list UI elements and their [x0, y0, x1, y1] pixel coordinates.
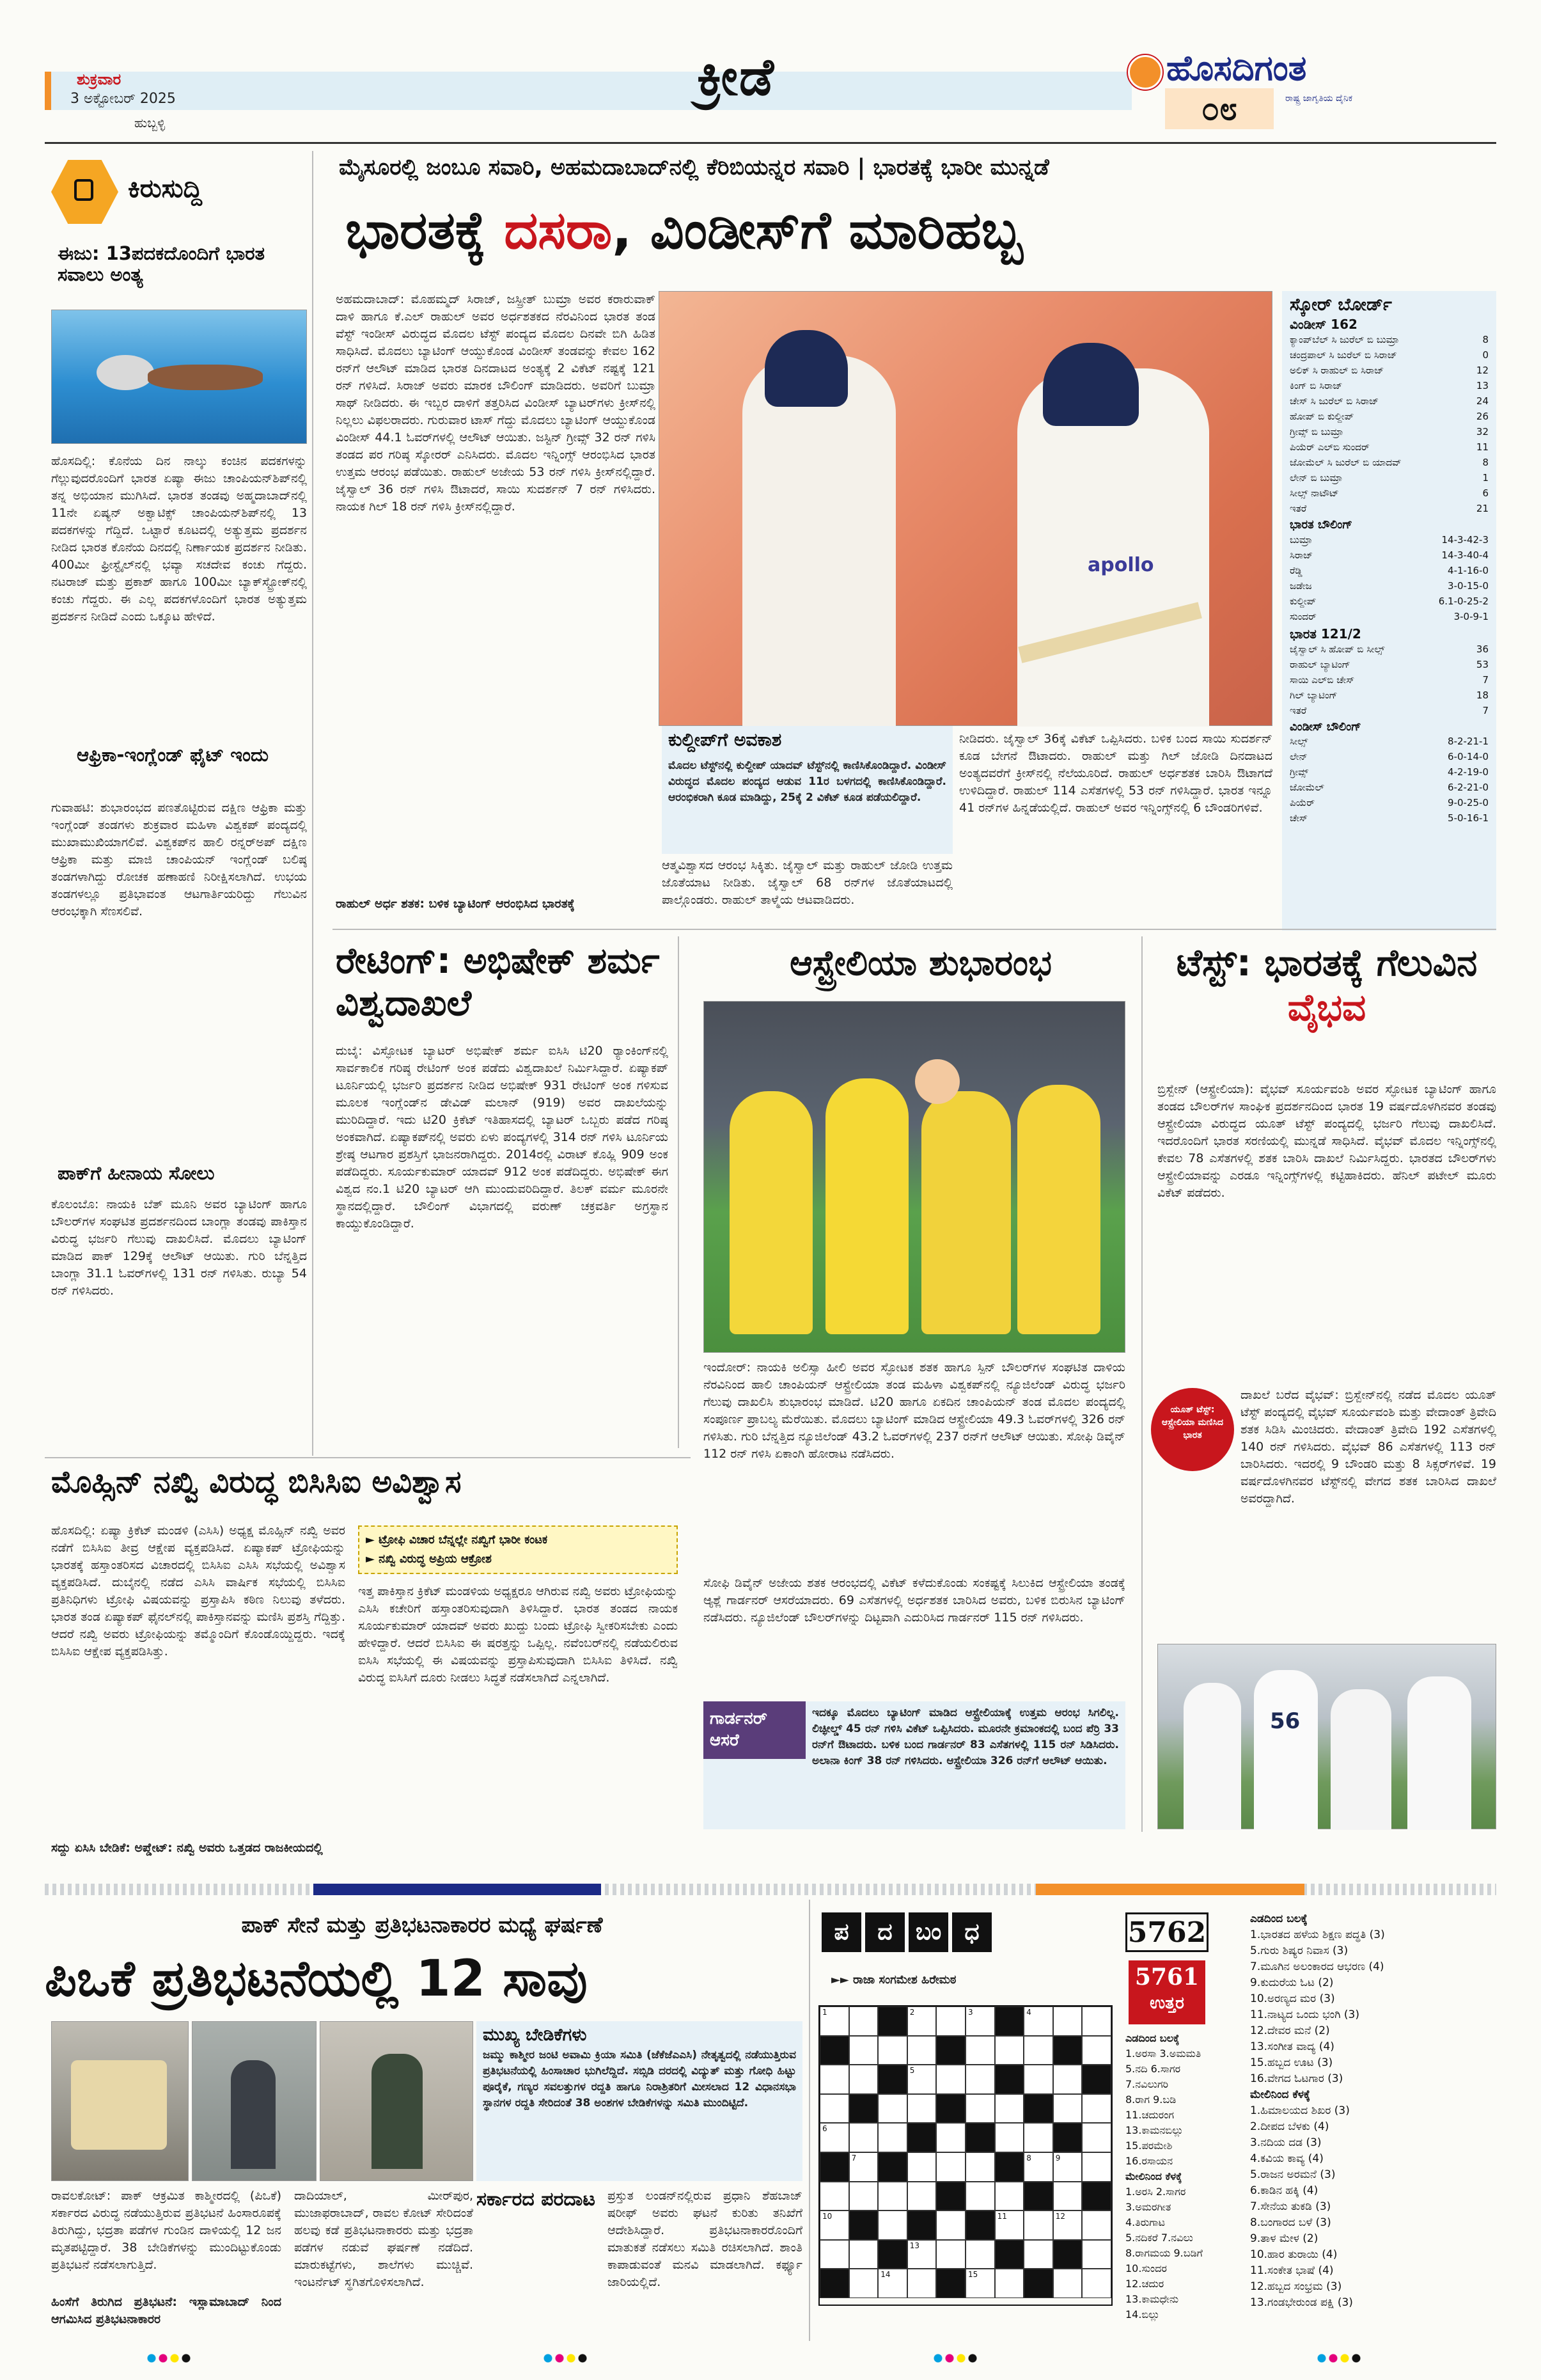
crossword-cell[interactable]: 11 [995, 2211, 1024, 2240]
crossword-cell[interactable] [1082, 2006, 1111, 2036]
gardner-box [703, 1701, 1125, 1829]
pok-gov-title: ಸರ್ಕಾರದ ಪರದಾಟ [476, 2188, 595, 2211]
answer-line: 10.ಸುಂದರ [1125, 2262, 1167, 2274]
crossword-cell[interactable] [1082, 2211, 1111, 2240]
pok-col1: ರಾವಲಕೋಟ್: ಪಾಕ್ ಆಕ್ರಮಿತ ಕಾಶ್ಮೀರದಲ್ಲಿ (ಪಿಒಕೆ) ಸರ್ಕಾರದ ವಿರುದ್ಧ ನಡೆಯುತ್ತಿರುವ ಪ್ರತಿಭಟನೆ ಹಿಂಸಾರೂಪಕ್ಕೆ ತಿರುಗಿದ್ದು, ಭದ್ರತಾ ಪಡೆಗಳ ಗುಂಡಿನ ದಾಳಿಯಲ್ಲಿ 12 ಜನ ಮೃತಪಟ್ಟಿದ್ದಾರೆ. 38 ಬೇಡಿಕೆಗಳನ್ನು ಮುಂದಿಟ್ಟುಕೊಂಡು ಪ್ರತಿಭಟನೆ ನಡೆಸಲಾಗುತ್ತಿದೆ. [51, 2189, 281, 2272]
scoreboard-row: ಕ್ಯಾಂಪ್‌ಬೆಲ್ ಸಿ ಜುರೆಲ್ ಬಿ ಬುಮ್ರಾ 8 [1290, 334, 1489, 346]
crossword-cell[interactable] [907, 2036, 937, 2065]
crossword-cell [995, 2006, 1024, 2036]
scoreboard-row: ಹೋಪ್ ಬಿ ಕುಲ್ದೀಪ್ 26 [1290, 411, 1489, 423]
rule-abhishek [678, 936, 679, 1448]
puzzle-number: 5762 [1125, 1912, 1209, 1952]
padabandha-title [822, 1912, 1103, 1957]
crossword-clue: 9.ತಾಳ ಮೇಳ (2) [1250, 2232, 1318, 2245]
crossword-cell[interactable] [936, 2240, 966, 2269]
section-title: ಕ್ರೀಡೆ [697, 47, 775, 107]
scoreboard-row: ಜಡೇಜ 3-0-15-0 [1290, 579, 1489, 592]
crossword-cell [1082, 2182, 1111, 2211]
crossword-cell[interactable] [878, 2094, 907, 2124]
crossword-clue: 10.ಹಾರ ತುರಾಯಿ (4) [1250, 2248, 1338, 2261]
answer-line: ಮೇಲಿನಿಂದ ಕೆಳಕ್ಕೆ [1125, 2170, 1182, 2182]
mohsin-headline: ಮೊಹ್ಸಿನ್ ನಖ್ವಿ ವಿರುದ್ಧ ಬಿಸಿಸಿಐ ಅವಿಶ್ವಾಸ [51, 1464, 462, 1500]
scoreboard-row: ಸೀಲ್ಸ್ ನಾಟೌಟ್ 6 [1290, 487, 1489, 500]
testwin-headline-b: ವೈಭವ [1287, 986, 1366, 1029]
sa-eng-headline: ಆಫ್ರಿಕಾ-ಇಂಗ್ಲೆಂಡ್ ಫೈಟ್ ಇಂದು [77, 744, 269, 766]
crossword-clue: 3.ನದಿಯ ದಡ (3) [1250, 2136, 1322, 2149]
date-day: ಶುಕ್ರವಾರ [77, 70, 121, 88]
crossword-cell[interactable]: 14 [878, 2269, 907, 2298]
logo-tagline: ರಾಷ್ಟ್ರ ಜಾಗೃತಿಯ ದೈನಿಕ [1285, 93, 1353, 104]
answer-line: 8.ರಾಗ 9.ಬಡಿ [1125, 2093, 1177, 2106]
crossword-cell[interactable] [1082, 2094, 1111, 2124]
mohsin-bullet-2: ► ನಖ್ವಿ ವಿರುದ್ಧ ಅಪ್ರಿಯ ಆಕ್ರೋಶ [366, 1552, 492, 1566]
scoreboard-title: ಸ್ಕೋರ್ ಬೋರ್ಡ್ [1290, 295, 1392, 315]
crossword-cell [820, 2269, 849, 2298]
swim-body: ಹೊಸದಿಲ್ಲಿ: ಕೊನೆಯ ದಿನ ನಾಲ್ಕು ಕಂಚಿನ ಪದಕಗಳನ್ನು ಗೆಲ್ಲುವುದರೊಂದಿಗೆ ಭಾರತ ಏಷ್ಯಾ ಈಜು ಚಾಂಪಿಯನ್‌ಶಿಪ್‌ನಲ್ಲಿ ತನ್ನ ಅಭಿಯಾನ ಮುಗಿಸಿದೆ. ಭಾರತ ತಂಡವು ಅಹ್ಮದಾಬಾದ್‌ನಲ್ಲಿ 11ನೇ ಏಷ್ಯನ್ ಅಕ್ವಾಟಿಕ್ಸ್ ಚಾಂಪಿಯನ್‌ಶಿಪ್‌ನಲ್ಲಿ 13 ಪದಕಗಳನ್ನು ಗೆದ್ದಿದೆ. ಒಟ್ಟಾರೆ ಕೂಟದಲ್ಲಿ ಅತ್ಯುತ್ತಮ ಪ್ರದರ್ಶನ ನೀಡಿದ ಭಾರತ ಕೊನೆಯ ದಿನದಲ್ಲಿ ನಿರ್ಣಾಯಕ ಪ್ರದರ್ಶನ ನೀಡಿತು. 400ಮೀ ಫ್ರೀಸ್ಟೈಲ್‌ನಲ್ಲಿ ಭವ್ಯಾ ಸಚದೇವ ಕಂಚು ಗೆದ್ದರು. ನಟರಾಜ್ ಮತ್ತು ಪ್ರಕಾಶ್ ಹಾಗೂ 100ಮೀ ಬ್ಯಾಕ್‌ಸ್ಟ್ರೋಕ್‌ನಲ್ಲಿ ಕಂಚು ಗೆದ್ದರು. ಈ ಎಲ್ಲ ಪದಕಗಳೊಂದಿಗೆ ಭಾರತ ಅತ್ಯುತ್ತಮ ಪ್ರದರ್ಶನ ನೀಡಿದೆ ಎಂದು ಒಕ್ಕೂಟ ಹೇಳಿದೆ. [51, 454, 307, 624]
rule-pok [809, 1900, 810, 2341]
crossword-cell[interactable] [966, 2182, 995, 2211]
scoreboard-row: ಬುಮ್ರಾ 14-3-42-3 [1290, 533, 1489, 546]
crossword-cell[interactable] [849, 2006, 879, 2036]
crossword-clue: 7.ಮೂಗಿನ ಅಲಂಕಾರದ ಆಭರಣ (4) [1250, 1960, 1384, 1973]
masthead [0, 0, 1541, 147]
scoreboard-row: ಚೇಸ್ ಸಿ ಜುರೆಲ್ ಬಿ ಸಿರಾಜ್ 24 [1290, 395, 1489, 407]
answer-line: 5.ನದಿ 6.ಸಾಗರ [1125, 2063, 1181, 2075]
scoreboard-row: ಪಿಯೆರ್ 9-0-25-0 [1290, 797, 1489, 809]
lead-headline-c: , ವಿಂಡೀಸ್‌ಗೆ ಮಾರಿಹಬ್ಬ [612, 200, 1023, 261]
pok-demands-body: ಜಮ್ಮು ಕಾಶ್ಮೀರ ಜಂಟಿ ಅವಾಮಿ ಕ್ರಿಯಾ ಸಮಿತಿ (ಜೆಕೆಜೆಎಎಸಿ) ನೇತೃತ್ವದಲ್ಲಿ ನಡೆಯುತ್ತಿರುವ ಪ್ರತಿಭಟನೆಯಲ್ಲಿ ಹಿಂಸಾಚಾರ ಭುಗಿಲೆದ್ದಿದೆ. ಸಬ್ಸಿಡಿ ದರದಲ್ಲಿ ವಿದ್ಯುತ್ ಮತ್ತು ಗೋಧಿ ಹಿಟ್ಟು ಪೂರೈಕೆ, ಗಣ್ಯರ ಸವಲತ್ತುಗಳ ರದ್ದತಿ ಹಾಗೂ ನಿರಾಶ್ರಿತರಿಗೆ ಮೀಸಲಾದ 12 ವಿಧಾನಸಭಾ ಸ್ಥಾನಗಳ ರದ್ದತಿ ಸೇರಿದಂತೆ 38 ಅಂಶಗಳ ಬೇಡಿಕೆಗಳನ್ನು ಸಮಿತಿ ಮುಂದಿಟ್ಟಿದೆ. [483, 2049, 796, 2110]
padabandha-letters [822, 1912, 992, 1957]
crossword-cell[interactable] [849, 2240, 879, 2269]
lead-col1-tail: ರಾಹುಲ್ ಅರ್ಧ ಶತಕ: ಬಳಿಕ ಬ್ಯಾಟಿಂಗ್ ಆರಂಭಿಸಿದ ಭಾರತಕ್ಕೆ [336, 897, 575, 911]
crossword-cell[interactable] [820, 2065, 849, 2094]
kirusuddi-column [45, 150, 307, 1454]
scoreboard-row: ಅಲಿಕ್ ಸಿ ರಾಹುಲ್ ಬಿ ಸಿರಾಜ್ 12 [1290, 365, 1489, 377]
date-city: ಹುಬ್ಬಳ್ಳಿ [134, 115, 166, 130]
crossword-clue: 15.ಹಬ್ಬದ ಊಟ (3) [1250, 2056, 1333, 2069]
crossword-clue: 10.ಅರಣ್ಯದ ಮರ (3) [1250, 1992, 1335, 2005]
pok-col1-tail: ಹಿಂಸೆಗೆ ತಿರುಗಿದ ಪ್ರತಿಭಟನೆ: ಇಸ್ಲಾಮಾಬಾದ್ ನಿಂದ ಆಗಮಿಸಿದ ಪ್ರತಿಭಟನಾಕಾರರ [51, 2295, 281, 2326]
prev-puzzle-number: 5761 [1134, 1964, 1200, 1990]
crossword-cell [995, 2065, 1024, 2094]
crossword-clue: 1.ಹಿಮಾಲಯದ ಶಿಖರ (3) [1250, 2104, 1350, 2117]
mohsin-bullet-1: ► ಟ್ರೋಫಿ ವಿಚಾರ ಬೆನ್ನಲ್ಲೇ ನಖ್ವಿಗೆ ಭಾರೀ ಕಂಟಕ [366, 1533, 548, 1547]
scoreboard-bat2 [1290, 642, 1489, 718]
answer-line: 11.ಚದುರಂಗ [1125, 2109, 1175, 2121]
scoreboard-row: ರೆಡ್ಡಿ 4-1-16-0 [1290, 564, 1489, 576]
crossword-clue: 16.ವೇಗದ ಓಟಗಾರ (3) [1250, 2072, 1343, 2085]
masthead-rule [45, 142, 1496, 144]
scoreboard-row: ಪಿಯೆರ್ ಎಲ್‌ಬಿ ಸುಂದರ್ 11 [1290, 441, 1489, 453]
crossword-cell [1024, 2269, 1053, 2298]
crossword-cell [936, 2269, 966, 2298]
scoreboard-row: ಸಿರಾಜ್ 14-3-40-4 [1290, 549, 1489, 561]
crossword-cell [995, 2152, 1024, 2182]
crossword-cell[interactable] [995, 2094, 1024, 2124]
crossword-cell[interactable]: 6 [820, 2123, 849, 2152]
crossword-cell [820, 2152, 849, 2182]
crossword-cell[interactable]: 10 [820, 2211, 849, 2240]
abhishek-body: ದುಬೈ: ವಿಸ್ಫೋಟಕ ಬ್ಯಾಟರ್ ಅಭಿಷೇಕ್ ಶರ್ಮ ಐಸಿಸಿ ಟಿ20 ರ‍್ಯಾಂಕಿಂಗ್‌ನಲ್ಲಿ ಸಾರ್ವಕಾಲಿಕ ಗರಿಷ್ಠ ರೇಟಿಂಗ್ ಅಂಕ ಪಡೆದು ವಿಶ್ವದಾಖಲೆ ನಿರ್ಮಿಸಿದ್ದಾರೆ. ಏಷ್ಯಾಕಪ್ ಟೂರ್ನಿಯಲ್ಲಿ ಭರ್ಜರಿ ಪ್ರದರ್ಶನ ನೀಡಿದ ಅಭಿಷೇಕ್ 931 ರೇಟಿಂಗ್ ಅಂಕ ಗಳಿಸುವ ಮೂಲಕ ಇಂಗ್ಲೆಂಡ್‌ನ ಡೇವಿಡ್ ಮಲಾನ್ (919) ಅವರ ದಾಖಲೆಯನ್ನು ಮುರಿದಿದ್ದಾರೆ. ಇದು ಟಿ20 ಕ್ರಿಕೆಟ್ ಇತಿಹಾಸದಲ್ಲಿ ಬ್ಯಾಟರ್ ಒಬ್ಬರು ಪಡೆದ ಗರಿಷ್ಠ ಅಂಕವಾಗಿದೆ. ಏಷ್ಯಾಕಪ್‌ನಲ್ಲಿ ಅವರು ಏಳು ಪಂದ್ಯಗಳಲ್ಲಿ 314 ರನ್ ಗಳಿಸಿ ಟೂರ್ನಿಯ ಶ್ರೇಷ್ಠ ಆಟಗಾರ ಪ್ರಶಸ್ತಿಗೆ ಭಾಜನರಾಗಿದ್ದರು. 2014ರಲ್ಲಿ ವಿರಾಟ್ ಕೊಹ್ಲಿ 909 ಅಂಕ ಪಡೆದಿದ್ದರು. ಸೂರ್ಯಕುಮಾರ್ ಯಾದವ್ 912 ಅಂಕ ಪಡೆದಿದ್ದರು. ಅಭಿಷೇಕ್ ಈಗ ವಿಶ್ವದ ನಂ.1 ಟಿ20 ಬ್ಯಾಟರ್ ಆಗಿ ಮುಂದುವರಿದಿದ್ದಾರೆ. ತಿಲಕ್ ವರ್ಮ ಮೂರನೇ ಸ್ಥಾನದಲ್ಲಿದ್ದಾರೆ. ಬೌಲಿಂಗ್ ವಿಭಾಗದಲ್ಲಿ ವರುಣ್ ಚಕ್ರವರ್ತಿ ಅಗ್ರಸ್ಥಾನ ಕಾಯ್ದುಕೊಂಡಿದ್ದಾರೆ. [336, 1044, 668, 1231]
crossword-cell [878, 2065, 907, 2094]
pok-gov-body: ಪ್ರಸ್ತುತ ಲಂಡನ್‌ನಲ್ಲಿರುವ ಪ್ರಧಾನಿ ಶೆಹಬಾಜ್ ಷರೀಫ್ ಅವರು ಘಟನೆ ಕುರಿತು ತನಿಖೆಗೆ ಆದೇಶಿಸಿದ್ದಾರೆ. ಪ್ರತಿಭಟನಾಕಾರರೊಂದಿಗೆ ಮಾತುಕತೆ ನಡೆಸಲು ಸಮಿತಿ ರಚಿಸಲಾಗಿದೆ. ಶಾಂತಿ ಕಾಪಾಡುವಂತೆ ಮನವಿ ಮಾಡಲಾಗಿದೆ. ಕರ್ಫ್ಯೂ ಜಾರಿಯಲ್ಲಿದೆ. [607, 2189, 802, 2289]
cricket-photo [659, 291, 1272, 726]
crossword-cell[interactable] [966, 2152, 995, 2182]
logo-text: ಹೊಸದಿಗಂತ [1166, 47, 1307, 88]
crossword-cell[interactable] [849, 2123, 879, 2152]
crossword-cell[interactable] [1024, 2240, 1053, 2269]
crossword-cell[interactable] [966, 2240, 995, 2269]
crossword-cell[interactable] [907, 2269, 937, 2298]
crossword-clue: 5.ಗುರು ಶಿಷ್ಯರ ನಿವಾಸ (3) [1250, 1944, 1349, 1957]
padabandha-letter: ದ [865, 1912, 905, 1952]
crossword-cell[interactable]: 3 [966, 2006, 995, 2036]
scoreboard-bowl1 [1290, 532, 1489, 624]
crossword-cell[interactable] [1082, 2269, 1111, 2298]
swim-headline: ಈಜು: 13ಪದಕದೊಂದಿಗೆ ಭಾರತ ಸವಾಲು ಅಂತ್ಯ [58, 242, 265, 286]
crossword-cell[interactable] [878, 2036, 907, 2065]
scoreboard-row: ಇತರೆ 21 [1290, 503, 1489, 515]
crossword-cell[interactable] [1053, 2182, 1083, 2211]
padabandha-letter: ಪ [822, 1912, 861, 1952]
answer-line: 1.ಅರಸಿ 2.ಸಾಗರ [1125, 2186, 1186, 2198]
pok-kicker: ಪಾಕ್ ಸೇನೆ ಮತ್ತು ಪ್ರತಿಭಟನಾಕಾರರ ಮಧ್ಯೆ ಘರ್ಷಣೆ [241, 1912, 603, 1938]
crossword-cell[interactable] [1053, 2094, 1083, 2124]
crossword-cell[interactable] [849, 2182, 879, 2211]
crossword-cell [995, 2240, 1024, 2269]
crossword-cell[interactable]: 2 [907, 2006, 937, 2036]
crossword-cell[interactable] [936, 2211, 966, 2240]
scoreboard-row: ಚೇಸ್ 5-0-16-1 [1290, 812, 1489, 824]
crossword-cell [966, 2211, 995, 2240]
testwin-body2: ದಾಖಲೆ ಬರೆದ ವೈಭವ್: ಬ್ರಿಸ್ಬೇನ್‌ನಲ್ಲಿ ನಡೆದ ಮೊದಲ ಯೂತ್ ಟೆಸ್ಟ್ ಪಂದ್ಯದಲ್ಲಿ ವೈಭವ್ ಸೂರ್ಯವಂಶಿ ಮತ್ತು ವೇದಾಂತ್ ತ್ರಿವೇದಿ ಶತಕ ಸಿಡಿಸಿ ಮಿಂಚಿದರು. ವೇದಾಂತ್ ತ್ರಿವೇದಿ 192 ಎಸೆತಗಳಲ್ಲಿ 140 ರನ್ ಗಳಿಸಿದರು. ವೈಭವ್ 86 ಎಸೆತಗಳಲ್ಲಿ 113 ರನ್ ಬಾರಿಸಿದರು. ಇದರಲ್ಲಿ 9 ಬೌಂಡರಿ ಮತ್ತು 8 ಸಿಕ್ಸರ್‌ಗಳಿವೆ. 19 ವರ್ಷದೊಳಗಿನವರ ಟೆಸ್ಟ್‌ನಲ್ಲಿ ವೇಗದ ಶತಕ ಬಾರಿಸಿದ ದಾಖಲೆ ಅವರದ್ದಾಗಿದೆ. [1240, 1388, 1496, 1506]
crossword-cell[interactable] [995, 2036, 1024, 2065]
pok-demands-box [476, 2021, 802, 2181]
scoreboard [1282, 291, 1496, 931]
registration-marks [147, 2354, 1362, 2367]
scoreboard-bowl1-title: ಭಾರತ ಬೌಲಿಂಗ್ [1290, 518, 1352, 532]
answer-line: 4.ತಿರುಗಾಟ [1125, 2216, 1166, 2228]
crossword-cell[interactable] [1024, 2211, 1053, 2240]
crossword-cell[interactable] [1053, 2006, 1083, 2036]
prev-answers [1125, 2031, 1247, 2338]
scoreboard-row: ರಾಹುಲ್ ಬ್ಯಾಟಿಂಗ್ 53 [1290, 658, 1489, 670]
crossword-clue: ಮೇಲಿನಿಂದ ಕೆಳಕ್ಕೆ [1250, 2088, 1310, 2101]
crossword-cell [1024, 2182, 1053, 2211]
helmet-right [1043, 343, 1139, 426]
crossword-cell [849, 2094, 879, 2124]
answer-line: 7.ನವಿಲುಗರಿ [1125, 2078, 1169, 2090]
mohsin-body2: ಇತ್ತ ಪಾಕಿಸ್ತಾನ ಕ್ರಿಕೆಟ್ ಮಂಡಳಿಯ ಅಧ್ಯಕ್ಷರೂ ಆಗಿರುವ ನಖ್ವಿ ಅವರು ಟ್ರೋಫಿಯನ್ನು ಎಸಿಸಿ ಕಚೇರಿಗೆ ಹಸ್ತಾಂತರಿಸುವುದಾಗಿ ತಿಳಿಸಿದ್ದಾರೆ. ಭಾರತ ತಂಡದ ನಾಯಕ ಸೂರ್ಯಕುಮಾರ್ ಯಾದವ್ ಅವರು ಖುದ್ದು ಬಂದು ಟ್ರೋಫಿ ಸ್ವೀಕರಿಸಬೇಕು ಎಂದು ಹೇಳಿದ್ದಾರೆ. ಆದರೆ ಬಿಸಿಸಿಐ ಈ ಷರತ್ತನ್ನು ಒಪ್ಪಿಲ್ಲ. ನವೆಂಬರ್‌ನಲ್ಲಿ ನಡೆಯಲಿರುವ ಐಸಿಸಿ ಸಭೆಯಲ್ಲಿ ಈ ವಿಷಯವನ್ನು ಪ್ರಸ್ತಾಪಿಸುವುದಾಗಿ ಬಿಸಿಸಿಐ ತಿಳಿಸಿದೆ. ನಖ್ವಿ ವಿರುದ್ಧ ಐಸಿಸಿಗೆ ದೂರು ನೀಡಲು ಸಿದ್ಧತೆ ನಡೆಸಲಾಗಿದೆ ಎನ್ನಲಾಗಿದೆ. [358, 1584, 678, 1685]
crossword-cell[interactable] [907, 2152, 937, 2182]
crossword-cell [936, 2036, 966, 2065]
crossword-clue: 7.ಸೇನೆಯ ತುಕಡಿ (3) [1250, 2200, 1331, 2213]
crossword-cell [936, 2182, 966, 2211]
crossword-cell [820, 2036, 849, 2065]
answer-line: 3.ಅಮರಗೀತ [1125, 2201, 1171, 2213]
youth-test-photo: 56 [1157, 1644, 1496, 1829]
crossword-clue: 5.ರಾಜನ ಅರಮನೆ (3) [1250, 2168, 1336, 2181]
crossword-cell[interactable] [820, 2240, 849, 2269]
scoreboard-row: ಗ್ರೀವ್ಸ್ 4-2-19-0 [1290, 766, 1489, 778]
caption-title: ಕುಲ್ದೀಪ್‌ಗೆ ಅವಕಾಶ [668, 729, 782, 750]
crossword-cell[interactable] [820, 2182, 849, 2211]
crossword-cell [966, 2123, 995, 2152]
scoreboard-row: ಗಿಲ್ ಬ್ಯಾಟಿಂಗ್ 18 [1290, 689, 1489, 701]
crossword-cell [878, 2240, 907, 2269]
date-text: 3 ಅಕ್ಟೋಬರ್ 2025 [70, 91, 176, 107]
helmet-left [765, 330, 848, 407]
crossword-clue: 12.ದೇವರ ಮನೆ (2) [1250, 2024, 1330, 2037]
crossword-clue: 13.ಸಂಗೀತ ವಾದ್ಯ (4) [1250, 2040, 1334, 2053]
crossword-cell [1053, 2036, 1083, 2065]
padabandha-letter: ಧ [952, 1912, 992, 1952]
answer-line: 1.ಅರಸಾ 3.ಅಮಮತಿ [1125, 2047, 1201, 2060]
crossword-clue: 8.ಬಂಗಾರದ ಬಳೆ (3) [1250, 2216, 1331, 2229]
crossword-cell[interactable] [1053, 2065, 1083, 2094]
crossword-cell[interactable] [1082, 2036, 1111, 2065]
pok-col2: ದಾದಿಯಾಲ್, ಮೀರ್‌ಪುರ, ಮುಜಾಫರಾಬಾದ್, ರಾವಲ ಕೋಟ್ ಸೇರಿದಂತೆ ಹಲವು ಕಡೆ ಪ್ರತಿಭಟನಾಕಾರರು ಮತ್ತು ಭದ್ರತಾ ಪಡೆಗಳ ನಡುವೆ ಘರ್ಷಣೆ ನಡೆದಿದೆ. ಮಾರುಕಟ್ಟೆಗಳು, ಶಾಲೆಗಳು ಮುಚ್ಚಿವೆ. ಇಂಟರ್ನೆಟ್ ಸ್ಥಗಿತಗೊಳಿಸಲಾಗಿದೆ. [294, 2189, 473, 2289]
batter-left [742, 356, 896, 727]
page-number: ೦೮ [1165, 88, 1274, 129]
crossword-cell[interactable] [966, 2094, 995, 2124]
answer-line: 12.ಚದುರ [1125, 2278, 1164, 2290]
crossword-cell [878, 2006, 907, 2036]
kirusuddi-logo [51, 154, 307, 230]
crossword-cell[interactable] [849, 2065, 879, 2094]
crossword-cell[interactable] [820, 2094, 849, 2124]
lead-col1: ಅಹಮದಾಬಾದ್: ಮೊಹಮ್ಮದ್ ಸಿರಾಜ್, ಜಸ್ಪ್ರೀತ್ ಬುಮ್ರಾ ಅವರ ಕರಾರುವಾಕ್ ದಾಳಿ ಹಾಗೂ ಕೆ.ಎಲ್ ರಾಹುಲ್ ಅವರ ಅರ್ಧಶತಕದ ನೆರವಿನಿಂದ ಭಾರತ ತಂಡ ವೆಸ್ಟ್ ಇಂಡೀಸ್ ವಿರುದ್ಧದ ಮೊದಲ ಟೆಸ್ಟ್ ಪಂದ್ಯದ ಮೊದಲ ದಿನವೇ ಬಿಗಿ ಹಿಡಿತ ಸಾಧಿಸಿದೆ. ಮೊದಲು ಬ್ಯಾಟಿಂಗ್ ಆಯ್ದುಕೊಂಡ ವಿಂಡೀಸ್ ತಂಡವನ್ನು ಕೇವಲ 162 ರನ್‌ಗೆ ಆಲೌಟ್ ಮಾಡಿದ ಭಾರತ ದಿನದಾಟದ ಅಂತ್ಯಕ್ಕೆ 2 ವಿಕೆಟ್ ನಷ್ಟಕ್ಕೆ 121 ರನ್ ಗಳಿಸಿದೆ. ಸಿರಾಜ್ ಅವರು ಮಾರಕ ಬೌಲಿಂಗ್ ಮಾಡಿದರು. ಅವರಿಗೆ ಬುಮ್ರಾ ಸಾಥ್ ನೀಡಿದರು. ಈ ಇಬ್ಬರ ದಾಳಿಗೆ ತತ್ತರಿಸಿದ ವಿಂಡೀಸ್ ಬ್ಯಾಟರ್‌ಗಳು ಕ್ರೀಸ್‌ನಲ್ಲಿ ನಿಲ್ಲಲು ವಿಫಲರಾದರು. ಗುರುವಾರ ಟಾಸ್ ಗೆದ್ದು ಮೊದಲು ಬ್ಯಾಟಿಂಗ್ ಆಯ್ದುಕೊಂಡ ವಿಂಡೀಸ್ 44.1 ಓವರ್‌ಗಳಲ್ಲಿ ಆಲೌಟ್ ಆಯಿತು. ಜಸ್ಟಿನ್ ಗ್ರೀವ್ಸ್ 32 ರನ್ ಗಳಿಸಿ ತಂಡದ ಪರ ಗರಿಷ್ಠ ಸ್ಕೋರರ್ ಎನಿಸಿದರು. ಮೊದಲ ಇನ್ನಿಂಗ್ಸ್ ಆರಂಭಿಸಿದ ಭಾರತ ಉತ್ತಮ ಆರಂಭ ಪಡೆಯಿತು. ರಾಹುಲ್ ಅಜೇಯ 53 ರನ್ ಗಳಿಸಿ ಕ್ರೀಸ್‌ನಲ್ಲಿದ್ದಾರೆ. ಜೈಸ್ವಾಲ್ 36 ರನ್ ಗಳಿಸಿ ಔಟಾದರೆ, ಸಾಯಿ ಸುದರ್ಶನ್ 7 ರನ್ ಗಳಿಸಿದರು. ನಾಯಕ ಗಿಲ್ 18 ರನ್ ಗಳಿಸಿ ಕ್ರೀಸ್‌ನಲ್ಲಿದ್ದಾರೆ. [336, 292, 655, 514]
scoreboard-inn2: ಭಾರತ 121/2 [1290, 626, 1361, 642]
rule-aus [1141, 936, 1143, 1832]
scoreboard-row: ಜೋಮೆಲ್ ಸಿ ಜುರೆಲ್ ಬಿ ಯಾದವ್ 8 [1290, 457, 1489, 469]
crossword-clue: 12.ಹಬ್ಬದ ಸಂಭ್ರಮ (3) [1250, 2280, 1342, 2293]
scoreboard-row: ಸೀಲ್ಸ್ 8-2-21-1 [1290, 736, 1489, 748]
australia-headline: ಆಸ್ಟ್ರೇಲಿಯಾ ಶುಭಾರಂಭ [790, 943, 1052, 983]
crossword-cell[interactable]: 13 [907, 2240, 937, 2269]
crossword-cell[interactable] [1082, 2240, 1111, 2269]
crossword-cell[interactable]: 9 [1053, 2152, 1083, 2182]
crossword-clue: 2.ದೀಪದ ಬೆಳಕು (4) [1250, 2120, 1329, 2133]
crossword-cell [1053, 2123, 1083, 2152]
crossword-clue: 6.ಕಾಡಿನ ಹಕ್ಕಿ (4) [1250, 2184, 1318, 2197]
australia-body2: ಸೋಫಿ ಡಿವೈನ್ ಅಜೇಯ ಶತಕ ಆರಂಭದಲ್ಲಿ ವಿಕೆಟ್ ಕಳೆದುಕೊಂಡು ಸಂಕಷ್ಟಕ್ಕೆ ಸಿಲುಕಿದ ಆಸ್ಟ್ರೇಲಿಯಾ ತಂಡಕ್ಕೆ ಆ್ಯಶ್ಲೆ ಗಾರ್ಡನರ್ ಆಸರೆಯಾದರು. 69 ಎಸೆತಗಳಲ್ಲಿ ಅರ್ಧಶತಕ ಬಾರಿಸಿದ ಅವರು, ಬಳಿಕ ಬಿರುಸಿನ ಬ್ಯಾಟಿಂಗ್ ನಡೆಸಿದರು. ನ್ಯೂಜಿಲೆಂಡ್ ಬೌಲರ್‌ಗಳನ್ನು ದಿಟ್ಟವಾಗಿ ಎದುರಿಸಿದ ಗಾರ್ಡನರ್ 115 ರನ್ ಗಳಿಸಿದರು. [703, 1576, 1125, 1625]
crossword-cell[interactable] [849, 2036, 879, 2065]
crossword-cell[interactable]: 1 [820, 2006, 849, 2036]
crossword-clue: 13.ಗಂಡಭೇರುಂಡ ಪಕ್ಷಿ (3) [1250, 2296, 1353, 2309]
rule-mohsin [45, 1457, 691, 1458]
australia-body: ಇಂದೋರ್: ನಾಯಕಿ ಅಲಿಸ್ಸಾ ಹೀಲಿ ಅವರ ಸ್ಫೋಟಕ ಶತಕ ಹಾಗೂ ಸ್ಪಿನ್ ಬೌಲರ್‌ಗಳ ಸಂಘಟಿತ ದಾಳಿಯ ನೆರವಿನಿಂದ ಹಾಲಿ ಚಾಂಪಿಯನ್ ಆಸ್ಟ್ರೇಲಿಯಾ ತಂಡ ಮಹಿಳಾ ವಿಶ್ವಕಪ್‌ನಲ್ಲಿ ನ್ಯೂಜಿಲೆಂಡ್ ವಿರುದ್ಧ ಭರ್ಜರಿ ಗೆಲುವು ದಾಖಲಿಸಿ ಶುಭಾರಂಭ ಮಾಡಿದೆ. ಟಿ20 ಹಾಗೂ ಏಕದಿನ ಚಾಂಪಿಯನ್ ತಂಡ ಮೊದಲ ಪಂದ್ಯದಲ್ಲಿ ಸಂಪೂರ್ಣ ಪ್ರಾಬಲ್ಯ ಮೆರೆಯಿತು. ಮೊದಲು ಬ್ಯಾಟಿಂಗ್ ಮಾಡಿದ ಆಸ್ಟ್ರೇಲಿಯಾ 49.3 ಓವರ್‌ಗಳಲ್ಲಿ 326 ರನ್ ಗಳಿಸಿತು. ಗುರಿ ಬೆನ್ನತ್ತಿದ ನ್ಯೂಜಿಲೆಂಡ್ 43.2 ಓವರ್‌ಗಳಲ್ಲಿ 237 ರನ್‌ಗೆ ಆಲೌಟ್ ಆಯಿತು. ಸೋಫಿ ಡಿವೈನ್ 112 ರನ್ ಗಳಿಸಿ ಏಕಾಂಗಿ ಹೋರಾಟ ನಡೆಸಿದರು. [703, 1360, 1125, 1461]
crossword-cell[interactable]: 7 [849, 2152, 879, 2182]
crossword-cell[interactable] [1082, 2152, 1111, 2182]
crossword-cell [936, 2094, 966, 2124]
gardner-box-body: ಇದಕ್ಕೂ ಮೊದಲು ಬ್ಯಾಟಿಂಗ್ ಮಾಡಿದ ಆಸ್ಟ್ರೇಲಿಯಾಕ್ಕೆ ಉತ್ತಮ ಆರಂಭ ಸಿಗಲಿಲ್ಲ. ಲಿಚ್ಫೀಲ್ಡ್ 45 ರನ್ ಗಳಿಸಿ ವಿಕೆಟ್ ಒಪ್ಪಿಸಿದರು. ಮೂರನೇ ಕ್ರಮಾಂಕದಲ್ಲಿ ಬಂದ ಪೆರ‍್ರಿ 33 ರನ್‌ಗೆ ಔಟಾದರು. ಬಳಿಕ ಬಂದ ಗಾರ್ಡನರ್ 83 ಎಸೆತಗಳಲ್ಲಿ 115 ರನ್ ಸಿಡಿಸಿದರು. ಅಲಾನಾ ಕಿಂಗ್ 38 ರನ್ ಗಳಿಸಿದರು. ಆಸ್ಟ್ರೇಲಿಯಾ 326 ರನ್‌ಗೆ ಆಲೌಟ್ ಆಯಿತು. [812, 1706, 1119, 1767]
crossword-clue: 9.ಕುದುರೆಯ ಓಟ (2) [1250, 1976, 1334, 1989]
lead-below-a: ಆತ್ಮವಿಶ್ವಾಸದ ಆರಂಭ ಸಿಕ್ಕಿತು. ಜೈಸ್ವಾಲ್ ಮತ್ತು ರಾಹುಲ್ ಜೋಡಿ ಉತ್ತಮ ಜೊತೆಯಾಟ ನೀಡಿತು. ಜೈಸ್ವಾಲ್ 68 ರನ್‌ಗಳ ಜೊತೆಯಾಟದಲ್ಲಿ ಪಾಲ್ಗೊಂಡರು. ರಾಹುಲ್ ತಾಳ್ಮೆಯ ಆಟವಾಡಿದರು. [662, 858, 953, 907]
scoreboard-bowl2 [1290, 734, 1489, 826]
crossword-cell [907, 2211, 937, 2240]
sponsor-logo: apollo [1088, 554, 1154, 576]
swimmer-photo [51, 310, 307, 444]
crossword-cell[interactable] [966, 2036, 995, 2065]
scoreboard-bat1 [1290, 332, 1489, 516]
scoreboard-row: ಚಂದ್ರಪಾಲ್ ಸಿ ಜುರೆಲ್ ಬಿ ಸಿರಾಜ್ 0 [1290, 349, 1489, 361]
pak-loss-headline: ಪಾಕ್‌ಗೆ ಹೀನಾಯ ಸೋಲು [58, 1162, 215, 1184]
paper-logo [1125, 43, 1432, 133]
crossword-cell[interactable]: 4 [1024, 2006, 1053, 2036]
crossword-cell[interactable] [878, 2123, 907, 2152]
crossword-cell[interactable] [878, 2182, 907, 2211]
masthead-band [45, 72, 1132, 110]
caption-body: ಮೊದಲ ಟೆಸ್ಟ್‌ನಲ್ಲಿ ಕುಲ್ದೀಪ್ ಯಾದವ್ ಟೆಸ್ಟ್‌ನಲ್ಲಿ ಕಾಣಿಸಿಕೊಂಡಿದ್ದಾರೆ. ವಿಂಡೀಸ್ ವಿರುದ್ಧದ ಮೊದಲ ಪಂದ್ಯದ ಆಡುವ 11ರ ಬಳಗದಲ್ಲಿ ಕಾಣಿಸಿಕೊಂಡಿದ್ದಾರೆ. ಆರಂಭಿಕರಾಗಿ ಕೂಡ ಮಾಡಿದ್ದು, 25ಕ್ಕೆ 2 ವಿಕೆಟ್ ಕೂಡ ಪಡೆಯಲಿದ್ದಾರೆ. [668, 759, 946, 804]
crossword-clue: 11.ಸಂಕೇತ ಭಾಷೆ (4) [1250, 2264, 1334, 2277]
crossword-cell [849, 2211, 879, 2240]
answer-line: 14.ಬಿಲ್ಲು [1125, 2308, 1160, 2321]
answer-line: 13.ಕಾಮನಬಿಲ್ಲು [1125, 2124, 1184, 2136]
mohsin-bullets [358, 1525, 678, 1574]
crossword-cell[interactable] [1024, 2123, 1053, 2152]
crossword-cell[interactable] [995, 2269, 1024, 2298]
crossword-cell [907, 2123, 937, 2152]
testwin-headline-a: ಟೆಸ್ಟ್: ಭಾರತಕ್ಕೆ ಗೆಲುವಿನ [1176, 941, 1478, 984]
abhishek-headline: ರೇಟಿಂಗ್: ಅಭಿಷೇಕ್ ಶರ್ಮ ವಿಶ್ವದಾಖಲೆ [336, 940, 660, 1024]
gardner-box-title: ಗಾರ್ಡನರ್ ಆಸರೆ [703, 1701, 806, 1759]
crossword-grid[interactable] [818, 2005, 1113, 2306]
sa-eng-body: ಗುವಾಹಟಿ: ಶುಭಾರಂಭದ ಪಣತೊಟ್ಟಿರುವ ದಕ್ಷಿಣ ಆಫ್ರಿಕಾ ಮತ್ತು ಇಂಗ್ಲೆಂಡ್ ತಂಡಗಳು ಶುಕ್ರವಾರ ಮಹಿಳಾ ವಿಶ್ವಕಪ್ ಪಂದ್ಯದಲ್ಲಿ ಮುಖಾಮುಖಿಯಾಗಲಿವೆ. ವಿಶ್ವಕಪ್‌ನ ಹಾಲಿ ರನ್ನರ್‌ಅಪ್ ದಕ್ಷಿಣ ಆಫ್ರಿಕಾ ಮತ್ತು ಮಾಜಿ ಚಾಂಪಿಯನ್ ಇಂಗ್ಲೆಂಡ್ ಬಲಿಷ್ಠ ತಂಡಗಳಾಗಿದ್ದು ರೋಚಕ ಹಣಾಹಣಿ ನಿರೀಕ್ಷಿಸಲಾಗಿದೆ. ಉಭಯ ತಂಡಗಳಲ್ಲೂ ಪ್ರತಿಭಾವಂತ ಆಟಗಾರ್ತಿಯರಿದ್ದು ಗೆಲುವಿನ ಆರಂಭಕ್ಕಾಗಿ ಸೆಣಸಲಿವೆ. [51, 801, 307, 918]
crossword-cell[interactable] [1024, 2036, 1053, 2065]
crossword-cell[interactable] [878, 2211, 907, 2240]
padabandha-author: ►► ರಾಜಾ ಸಂಗಮೇಶ ಹಿರೇಮಠ [831, 1973, 957, 1987]
crossword-cell[interactable] [936, 2152, 966, 2182]
mohsin-body1: ಹೊಸದಿಲ್ಲಿ: ಏಷ್ಯಾ ಕ್ರಿಕೆಟ್ ಮಂಡಳಿ (ಎಸಿಸಿ) ಅಧ್ಯಕ್ಷ ಮೊಹ್ಸಿನ್ ನಖ್ವಿ ಅವರ ನಡೆಗೆ ಬಿಸಿಸಿಐ ತೀವ್ರ ಆಕ್ಷೇಪ ವ್ಯಕ್ತಪಡಿಸಿದೆ. ಏಷ್ಯಾಕಪ್ ಟ್ರೋಫಿಯನ್ನು ಭಾರತಕ್ಕೆ ಹಸ್ತಾಂತರಿಸದ ವಿಚಾರದಲ್ಲಿ ಬಿಸಿಸಿಐ ಎಸಿಸಿ ಸಭೆಯಲ್ಲಿ ಅವಿಶ್ವಾಸ ವ್ಯಕ್ತಪಡಿಸಿದೆ. ದುಬೈನಲ್ಲಿ ನಡೆದ ಎಸಿಸಿ ವಾರ್ಷಿಕ ಸಭೆಯಲ್ಲಿ ಬಿಸಿಸಿಐ ಪ್ರತಿನಿಧಿಗಳು ಟ್ರೋಫಿ ವಿಷಯವನ್ನು ಪ್ರಸ್ತಾಪಿಸಿ ಕಠಿಣ ನಿಲುವು ತಳೆದರು. ಭಾರತ ತಂಡ ಏಷ್ಯಾಕಪ್ ಫೈನಲ್‌ನಲ್ಲಿ ಪಾಕಿಸ್ತಾನವನ್ನು ಮಣಿಸಿ ಪ್ರಶಸ್ತಿ ಗೆದ್ದಿತ್ತು. ಆದರೆ ನಖ್ವಿ ಅವರು ಟ್ರೋಫಿಯನ್ನು ತಮ್ಮೊಂದಿಗೆ ಕೊಂಡೊಯ್ದಿದ್ದರು. ಇದಕ್ಕೆ ಬಿಸಿಸಿಐ ಆಕ್ಷೇಪ ವ್ಯಕ್ತಪಡಿಸಿತ್ತು. [51, 1524, 345, 1659]
crossword-cell[interactable]: 5 [907, 2065, 937, 2094]
pak-loss-body: ಕೊಲಂಬೊ: ನಾಯಕಿ ಬೆತ್ ಮೂನಿ ಅವರ ಬ್ಯಾಟಿಂಗ್ ಹಾಗೂ ಬೌಲರ್‌ಗಳ ಸಂಘಟಿತ ಪ್ರದರ್ಶನದಿಂದ ಬಾಂಗ್ಲಾ ತಂಡವು ಪಾಕಿಸ್ತಾನ ವಿರುದ್ಧ ಭರ್ಜರಿ ಗೆಲುವು ದಾಖಲಿಸಿದೆ. ಮೊದಲು ಬ್ಯಾಟಿಂಗ್ ಮಾಡಿದ ಪಾಕ್ 129ಕ್ಕೆ ಆಲೌಟ್ ಆಯಿತು. ಗುರಿ ಬೆನ್ನತ್ತಿದ ಬಾಂಗ್ಲಾ 31.1 ಓವರ್‌ಗಳಲ್ಲಿ 131 ರನ್ ಗಳಿಸಿತು. ರುಬ್ಯಾ 54 ರನ್ ಗಳಿಸಿದರು. [51, 1197, 307, 1298]
crossword-clue: ಎಡದಿಂದ ಬಲಕ್ಕೆ [1250, 1912, 1308, 1925]
scoreboard-row: ಜೈಸ್ವಾಲ್ ಸಿ ಹೋಪ್ ಬಿ ಸೀಲ್ಸ್ 36 [1290, 643, 1489, 655]
scoreboard-row: ಲೇನ್ ಬಿ ಬುಮ್ರಾ 1 [1290, 472, 1489, 484]
scoreboard-row: ಗ್ರೀವ್ಸ್ ಬಿ ಬುಮ್ರಾ 32 [1290, 426, 1489, 438]
crossword-cell [1024, 2094, 1053, 2124]
kirusuddi-label: ಕಿರುಸುದ್ದಿ [128, 174, 203, 203]
crossword-cell[interactable]: 8 [1024, 2152, 1053, 2182]
crossword-cell[interactable] [907, 2094, 937, 2124]
crossword-cell[interactable] [995, 2123, 1024, 2152]
crossword-cell[interactable] [1024, 2065, 1053, 2094]
prev-puzzle-label: ಉತ್ತರ [1150, 1994, 1184, 2013]
youth-test-badge [1151, 1388, 1234, 1471]
rule-left [312, 151, 313, 1456]
pok-demands-title: ಮುಖ್ಯ ಬೇಡಿಕೆಗಳು [483, 2025, 587, 2045]
answer-line: 16.ರಸಾಯನ [1125, 2155, 1173, 2167]
masthead-band-orange [45, 72, 51, 110]
crossword-cell[interactable] [849, 2269, 879, 2298]
crossword-cell [1082, 2065, 1111, 2094]
photo-caption [662, 726, 953, 854]
crossword-cell[interactable] [995, 2182, 1024, 2211]
crossword-cell[interactable]: 12 [1053, 2211, 1083, 2240]
answer-line: 8.ರಾಗಮಯ 9.ಬಡಿಗೆ [1125, 2247, 1203, 2259]
pok-photo-3 [320, 2021, 473, 2181]
crossword-cell[interactable] [936, 2123, 966, 2152]
page-divider [45, 1884, 1496, 1895]
crossword-cell[interactable] [907, 2182, 937, 2211]
answer-line: 13.ಕಾಮಧೇನು [1125, 2293, 1179, 2305]
testwin-headline [1157, 940, 1496, 1030]
crossword-cell[interactable] [966, 2065, 995, 2094]
answer-line: 15.ಪರಮೇಶಿ [1125, 2140, 1173, 2152]
padabandha-letter: ಬಂ [909, 1912, 948, 1952]
lead-below-b: ನೀಡಿದರು. ಜೈಸ್ವಾಲ್ 36ಕ್ಕೆ ವಿಕೆಟ್ ಒಪ್ಪಿಸಿದರು. ಬಳಿಕ ಬಂದ ಸಾಯಿ ಸುದರ್ಶನ್ ಕೂಡ ಬೇಗನೆ ಔಟಾದರು. ರಾಹುಲ್ ಮತ್ತು ಗಿಲ್ ಜೋಡಿ ದಿನದಾಟದ ಅಂತ್ಯದವರೆಗೆ ಕ್ರೀಸ್‌ನಲ್ಲಿ ನೆಲೆಯೂರಿದೆ. ರಾಹುಲ್ ಅರ್ಧಶತಕ ಬಾರಿಸಿ ಔಟಾಗದೆ ಉಳಿದಿದ್ದಾರೆ. ರಾಹುಲ್ 114 ಎಸೆತಗಳಲ್ಲಿ 53 ರನ್ ಗಳಿಸಿದ್ದಾರೆ. ಭಾರತ ಇನ್ನೂ 41 ರನ್‌ಗಳ ಹಿನ್ನಡೆಯಲ್ಲಿದೆ. ರಾಹುಲ್ ಅವರ ಇನ್ನಿಂಗ್ಸ್‌ನಲ್ಲಿ 6 ಬೌಂಡರಿಗಳಿವೆ. [959, 732, 1272, 815]
lead-kicker: ಮೈಸೂರಲ್ಲಿ ಜಂಬೂ ಸವಾರಿ, ಅಹಮದಾಬಾದ್‌ನಲ್ಲಿ ಕೆರಿಬಿಯನ್ನರ ಸವಾರಿ | ಭಾರತಕ್ಕೆ ಭಾರೀ ಮುನ್ನಡೆ [339, 155, 1049, 180]
scoreboard-row: ಇತರೆ 7 [1290, 704, 1489, 716]
youth-test-badge-text: ಯೂತ್ ಟೆಸ್ಟ್: ಆಸ್ಟ್ರೇಲಿಯಾ ಮಣಿಸಿದ ಭಾರತ [1161, 1405, 1224, 1440]
crossword-clue: 4.ಕವಿಯ ಕಾವ್ಯ (4) [1250, 2152, 1324, 2165]
scoreboard-row: ಕಿಂಗ್ ಬಿ ಸಿರಾಜ್ 13 [1290, 380, 1489, 392]
rule-mid [332, 929, 1496, 930]
crossword-cell[interactable] [1053, 2269, 1083, 2298]
pok-photo-2 [192, 2021, 317, 2181]
testwin-body: ಬ್ರಿಸ್ಬೇನ್ (ಆಸ್ಟ್ರೇಲಿಯಾ): ವೈಭವ್ ಸೂರ್ಯವಂಶಿ ಅವರ ಸ್ಫೋಟಕ ಬ್ಯಾಟಿಂಗ್ ಹಾಗೂ ತಂಡದ ಬೌಲರ್‌ಗಳ ಸಾಂಘಿಕ ಪ್ರದರ್ಶನದಿಂದ ಭಾರತ 19 ವರ್ಷದೊಳಗಿನವರ ತಂಡವು ಆಸ್ಟ್ರೇಲಿಯಾ ವಿರುದ್ಧದ ಯೂತ್ ಟೆಸ್ಟ್ ಪಂದ್ಯದಲ್ಲಿ ಭರ್ಜರಿ ಗೆಲುವು ದಾಖಲಿಸಿದೆ. ಇದರೊಂದಿಗೆ ಭಾರತ ಸರಣಿಯಲ್ಲಿ ಮುನ್ನಡೆ ಸಾಧಿಸಿದೆ. ವೈಭವ್ ಮೊದಲ ಇನ್ನಿಂಗ್ಸ್‌ನಲ್ಲಿ ಕೇವಲ 78 ಎಸೆತಗಳಲ್ಲಿ ಶತಕ ಬಾರಿಸಿ ದಾಖಲೆ ನಿರ್ಮಿಸಿದ್ದರು. ಭಾರತದ ಬೌಲರ್‌ಗಳು ಆಸ್ಟ್ರೇಲಿಯಾವನ್ನು ಎರಡೂ ಇನ್ನಿಂಗ್ಸ್‌ಗಳಲ್ಲಿ ಕಟ್ಟಿಹಾಕಿದರು. ಹೆನಿಲ್ ಪಟೇಲ್ ಮೂರು ವಿಕೆಟ್ ಪಡೆದರು. [1157, 1082, 1496, 1200]
crossword-clue: 1.ಭಾರತದ ಹಳೆಯ ಶಿಕ್ಷಣ ಪದ್ಧತಿ (3) [1250, 1928, 1385, 1941]
crossword-cell[interactable] [936, 2006, 966, 2036]
scoreboard-row: ಸಾಯಿ ಎಲ್‌ಬಿ ಚೇಸ್ 7 [1290, 674, 1489, 686]
australia-photo [703, 1001, 1125, 1353]
pok-headline: ಪಿಒಕೆ ಪ್ರತಿಭಟನೆಯಲ್ಲಿ 12 ಸಾವು [45, 1950, 588, 2008]
pok-photo-1 [51, 2021, 189, 2181]
lead-headline [345, 202, 1496, 260]
lead-headline-a: ಭಾರತಕ್ಕೆ [345, 200, 505, 261]
crossword-cell[interactable]: 15 [966, 2269, 995, 2298]
scoreboard-row: ಕುಲ್ದೀಪ್ 6.1-0-25-2 [1290, 595, 1489, 607]
answer-line: ಎಡದಿಂದ ಬಲಕ್ಕೆ [1125, 2032, 1180, 2044]
logo-emblem-icon [1128, 55, 1162, 90]
answer-line: 5.ನದಿಕರೆ 7.ನವಿಲು [1125, 2232, 1193, 2244]
scoreboard-bowl2-title: ವಿಂಡೀಸ್ ಬೌಲಿಂಗ್ [1290, 720, 1361, 734]
scoreboard-row: ಲೇನ್ 6-0-14-0 [1290, 751, 1489, 763]
scoreboard-row: ಸುಂದರ್ 3-0-9-1 [1290, 610, 1489, 622]
crossword-cell [1053, 2240, 1083, 2269]
mohsin-tail: ಸದ್ದು ಏಸಿಸಿ ಬೇಡಿಕೆ: ಅಪ್ಡೇಟ್: ನಖ್ವಿ ಅವರು ಒತ್ತಡದ ರಾಜಕೀಯದಲ್ಲಿ [51, 1841, 323, 1855]
crossword-cell [878, 2152, 907, 2182]
prev-puzzle-box [1129, 1960, 1205, 2024]
scoreboard-inn1: ವಿಂಡೀಸ್ 162 [1290, 317, 1357, 333]
crossword-cell[interactable] [936, 2065, 966, 2094]
crossword-cell[interactable] [1082, 2123, 1111, 2152]
crossword-clue: 11.ನಾಟ್ಯದ ಒಂದು ಭಂಗಿ (3) [1250, 2008, 1359, 2021]
padabandha-clues [1250, 1911, 1499, 2340]
lead-headline-b: ದಸರಾ [504, 200, 613, 261]
scoreboard-row: ಜೋಮೆಲ್ 6-2-21-0 [1290, 782, 1489, 794]
